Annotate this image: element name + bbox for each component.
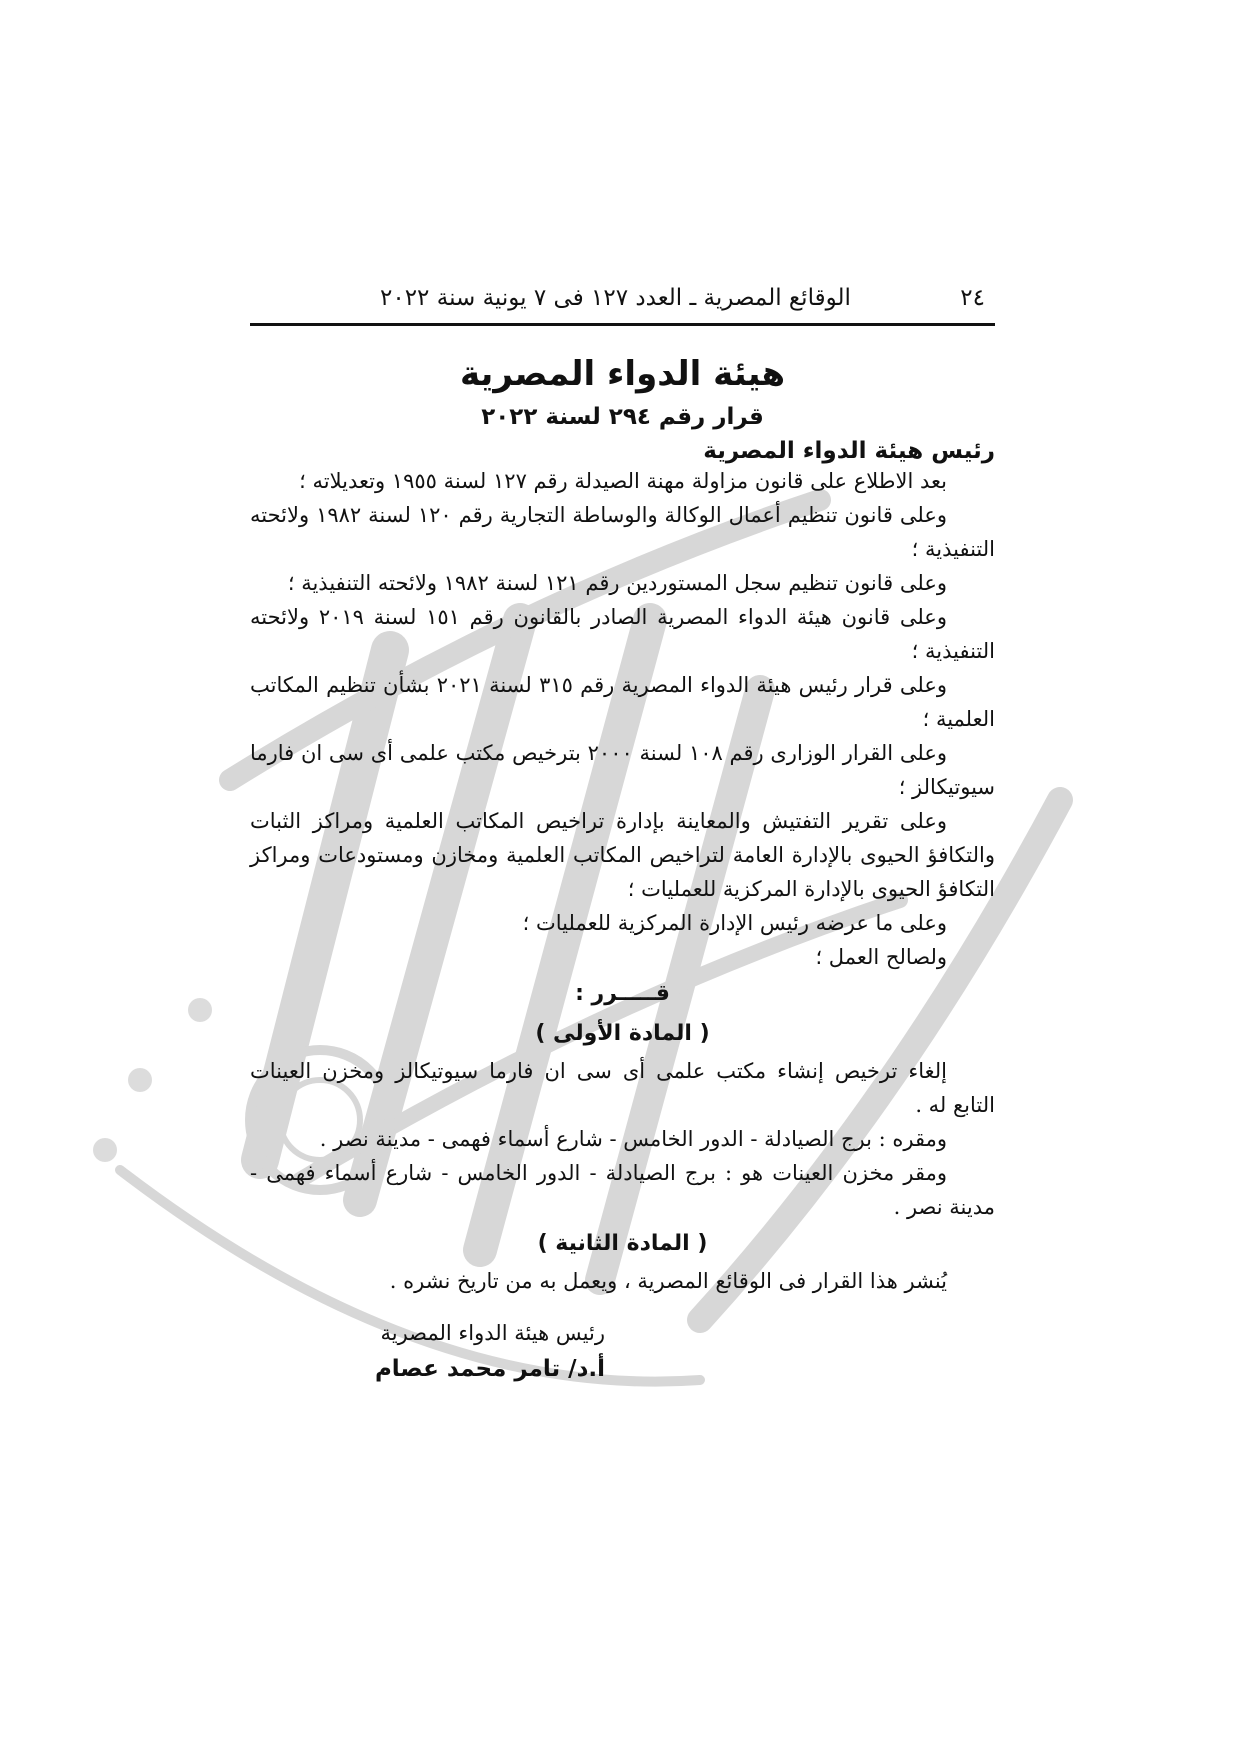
page-number: ٢٤ xyxy=(960,285,985,311)
issuer-heading: رئيس هيئة الدواء المصرية xyxy=(703,438,995,464)
preamble-paragraph: وعلى قرار رئيس هيئة الدواء المصرية رقم ٣١٥ لسنة ٢٠٢١ بشأن تنظيم المكاتب العلمية ؛ xyxy=(250,673,995,731)
article-one-title: ( المادة الأولى ) xyxy=(535,1021,710,1046)
article-one-paragraph: ومقر مخزن العينات هو : برج الصيادلة - الدور الخامس - شارع أسماء فهمى - مدينة نصر . xyxy=(250,1161,995,1219)
signature-block xyxy=(250,1316,605,1388)
document-page xyxy=(250,285,995,1388)
preamble-paragraph: وعلى ما عرضه رئيس الإدارة المركزية للعمليات ؛ xyxy=(522,911,947,935)
decided-heading: قـــــرر : xyxy=(575,981,670,1006)
preamble-paragraph: وعلى قانون تنظيم أعمال الوكالة والوساطة التجارية رقم ١٢٠ لسنة ١٩٨٢ ولائحته التنفيذية ؛ xyxy=(250,503,995,561)
preamble-paragraph: وعلى قانون هيئة الدواء المصرية الصادر بالقانون رقم ١٥١ لسنة ٢٠١٩ ولائحته التنفيذية ؛ xyxy=(250,605,995,663)
signature-name: أ.د/ تامر محمد عصام xyxy=(374,1356,605,1382)
article-two-title: ( المادة الثانية ) xyxy=(537,1231,708,1256)
signature-role: رئيس هيئة الدواء المصرية xyxy=(380,1321,605,1345)
article-one-paragraph: إلغاء ترخيص إنشاء مكتب علمى أى سى ان فارما سيوتيكالز ومخزن العينات التابع له . xyxy=(250,1059,995,1117)
preamble-paragraph: بعد الاطلاع على قانون مزاولة مهنة الصيدلة رقم ١٢٧ لسنة ١٩٥٥ وتعديلاته ؛ xyxy=(299,469,947,493)
decree-title: قرار رقم ٢٩٤ لسنة ٢٠٢٢ xyxy=(481,404,764,430)
publication-title: الوقائع المصرية ـ العدد ١٢٧ فى ٧ يونية سنة ٢٠٢٢ xyxy=(380,285,851,311)
preamble-paragraph: وعلى القرار الوزارى رقم ١٠٨ لسنة ٢٠٠٠ بترخيص مكتب علمى أى سى ان فارما سيوتيكالز ؛ xyxy=(250,741,995,799)
article-two-paragraph: يُنشر هذا القرار فى الوقائع المصرية ، ويعمل به من تاريخ نشره . xyxy=(389,1269,947,1293)
organization-title: هيئة الدواء المصرية xyxy=(459,354,786,394)
preamble xyxy=(250,464,995,974)
preamble-paragraph: وعلى قانون تنظيم سجل المستوردين رقم ١٢١ لسنة ١٩٨٢ ولائحته التنفيذية ؛ xyxy=(287,571,947,595)
preamble-paragraph: ولصالح العمل ؛ xyxy=(815,945,947,969)
article-one-paragraph: ومقره : برج الصيادلة - الدور الخامس - شارع أسماء فهمى - مدينة نصر . xyxy=(319,1127,947,1151)
page-header xyxy=(250,285,995,326)
preamble-paragraph: وعلى تقرير التفتيش والمعاينة بإدارة تراخيص المكاتب العلمية ومراكز الثبات والتكافؤ الحيوى بالإدارة العامة لتراخيص المكاتب العلمية ومخازن ومستودعات ومراكز التكافؤ الحيوى بالإدارة المركزية للعمليات ؛ xyxy=(250,809,995,901)
